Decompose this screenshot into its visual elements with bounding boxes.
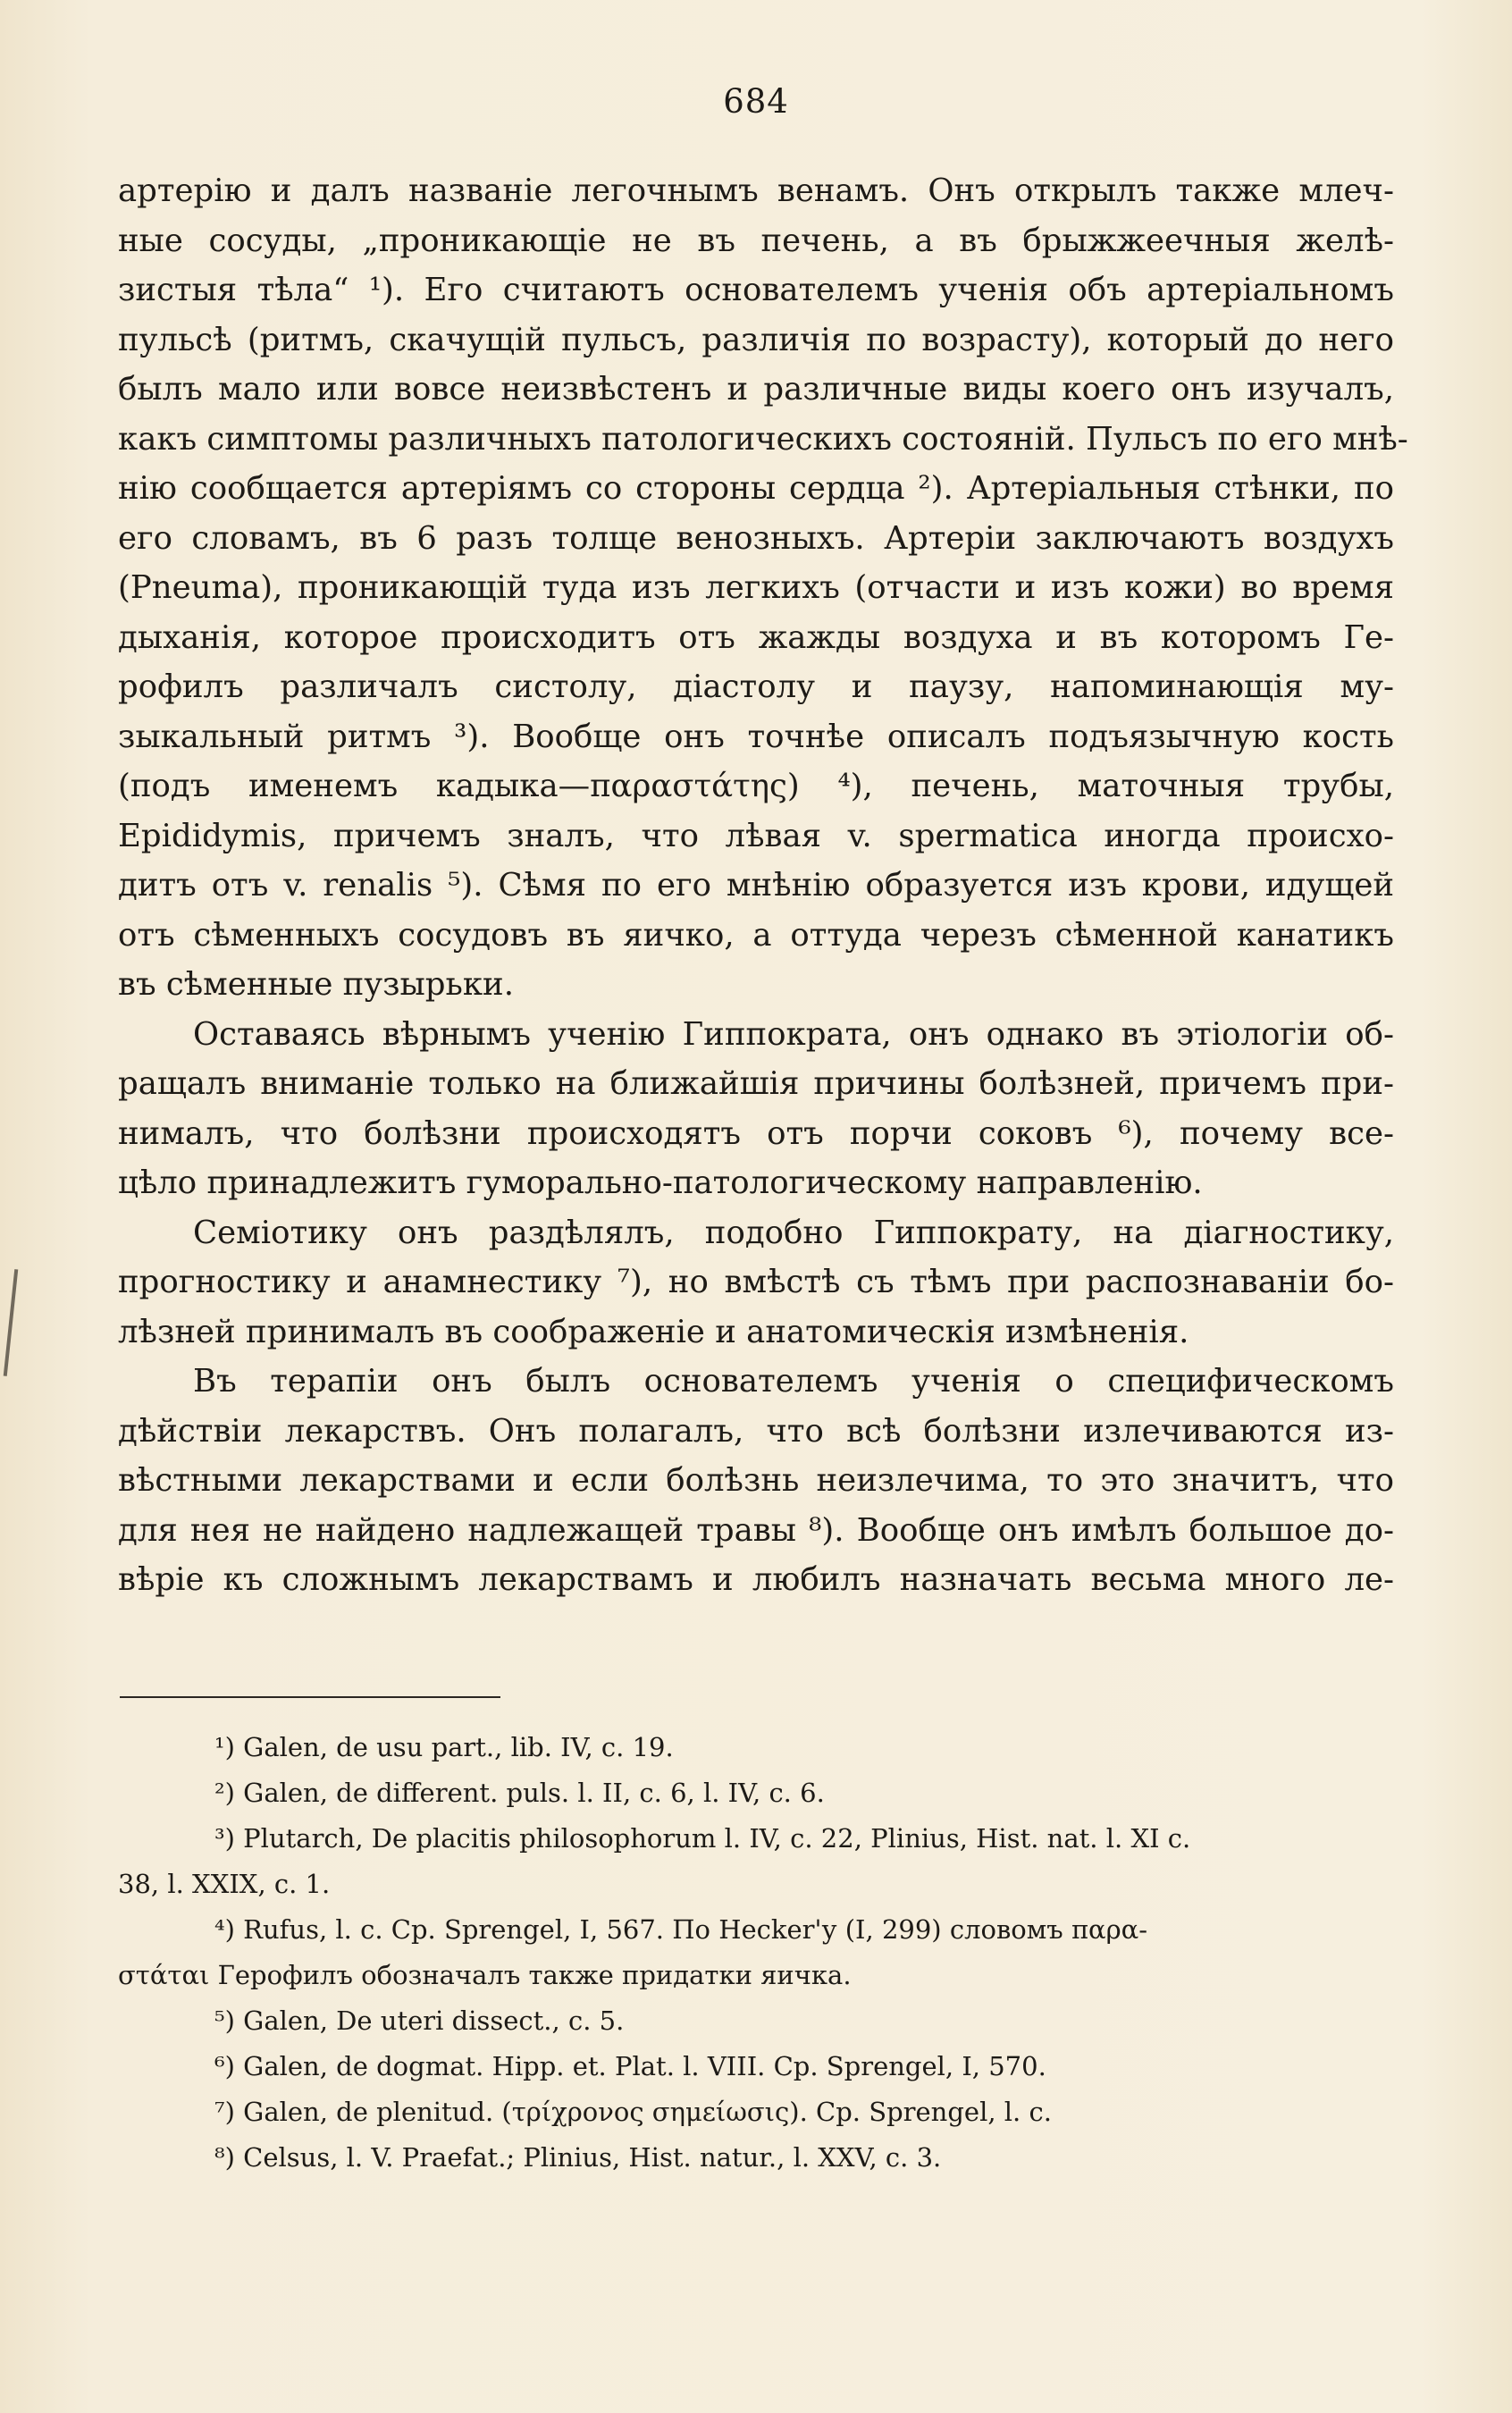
text-line: нію сообщается артеріямъ со стороны сердца ²). Артеріальныя стѣнки, по [118,470,1394,507]
text-line: дитъ отъ v. renalis ⁵). Сѣмя по его мнѣнію образуется изъ крови, идущей [118,867,1394,904]
footnote-continuation: 38, l. XXIX, c. 1. [118,1869,331,1899]
text-line: дѣйствіи лекарствъ. Онъ полагалъ, что всѣ болѣзни излечиваются из- [118,1412,1394,1450]
page-number: 684 [723,82,789,121]
footnote: ⁶) Galen, de dogmat. Hipp. et. Plat. l. VIII. Cp. Sprengel, I, 570. [214,2051,1046,2081]
footnote: ⁴) Rufus, l. c. Cp. Sprengel, I, 567. По Hecker'у (I, 299) словомъ παρα- [214,1914,1148,1945]
text-line: былъ мало или вовсе неизвѣстенъ и различные виды коего онъ изучалъ, [118,371,1394,408]
footnote: ⁷) Galen, de plenitud. (τρίχρονος σημείωσις). Cp. Sprengel, l. c. [214,2097,1052,2127]
footnote: ³) Plutarch, De placitis philosophorum l. IV, c. 22, Plinius, Hist. nat. l. XI c. [214,1823,1191,1854]
text-line: пульсѣ (ритмъ, скачущій пульсъ, различія по возрасту), который до него [118,321,1394,358]
text-line: дыханія, которое происходитъ отъ жажды воздуха и въ которомъ Ге- [118,618,1394,656]
text-line: зыкальный ритмъ ³). Вообще онъ точнѣе описалъ подъязычную кость [118,718,1394,755]
text-line: въ сѣменные пузырьки. [118,966,514,1003]
footnote: ⁸) Celsus, l. V. Praefat.; Plinius, Hist. natur., l. XXV, c. 3. [214,2142,942,2173]
text-line: какъ симптомы различныхъ патологическихъ состояній. Пульсъ по его мнѣ- [118,420,1408,458]
text-line: отъ сѣменныхъ сосудовъ въ яичко, а оттуда черезъ сѣменной канатикъ [118,916,1394,954]
text-line: Epididymis, причемъ зналъ, что лѣвая v. spermatica иногда происхо- [118,817,1394,854]
text-line: Семіотику онъ раздѣлялъ, подобно Гиппократу, на діагностику, [193,1214,1394,1251]
body-text [118,166,1408,1605]
margin-pencil-mark [4,1269,19,1376]
footnotes [118,1725,1394,2181]
text-line: его словамъ, въ 6 разъ толще венозныхъ. Артеріи заключаютъ воздухъ [118,519,1394,557]
text-line: Въ терапіи онъ былъ основателемъ ученія о специфическомъ [193,1363,1394,1400]
text-line: цѣло принадлежитъ гуморально-патологическому направленію. [118,1164,1203,1201]
text-line: вѣріе къ сложнымъ лекарствамъ и любилъ назначать весьма много ле- [118,1561,1394,1598]
text-line: нималъ, что болѣзни происходятъ отъ порчи соковъ ⁶), почему все- [118,1114,1394,1152]
text-line: для нея не найдено надлежащей травы ⁸). Вообще онъ имѣлъ большое до- [118,1511,1394,1549]
text-line: прогностику и анамнестику ⁷), но вмѣстѣ съ тѣмъ при распознаваніи бо- [118,1264,1394,1300]
text-line: (Pneuma), проникающій туда изъ легкихъ (отчасти и изъ кожи) во время [118,569,1394,606]
text-line: зистыя тѣла“ ¹). Его считаютъ основателемъ ученія объ артеріальномъ [118,272,1394,308]
footnote: ¹) Galen, de usu part., lib. IV, c. 19. [214,1732,674,1762]
text-line: ращалъ вниманіе только на ближайшія причины болѣзней, причемъ при- [118,1065,1394,1102]
text-line: Оставаясь вѣрнымъ ученію Гиппократа, онъ однако въ этіологіи об- [193,1015,1394,1053]
text-line: лѣзней принималъ въ соображеніе и анатомическія измѣненія. [118,1313,1189,1350]
text-line: артерію и далъ названіе легочнымъ венамъ. Онъ открылъ также млеч- [118,172,1394,209]
footnote-divider [120,1696,500,1698]
footnote: ⁵) Galen, De uteri dissect., c. 5. [214,2005,625,2036]
text-line: ные сосуды, „проникающіе не въ печень, а въ брыжжеечныя желѣ- [118,222,1394,259]
text-line: вѣстными лекарствами и если болѣзнь неизлечима, то это значитъ, что [118,1462,1394,1499]
text-line: (подъ именемъ кадыка—παραστάτης) ⁴), печень, маточныя трубы, [118,768,1394,804]
text-line: рофилъ различалъ систолу, діастолу и паузу, напоминающія му- [118,668,1394,705]
footnote: ²) Galen, de different. puls. l. II, c. 6, l. IV, c. 6. [214,1778,825,1808]
footnote-continuation: στάται Герофилъ обозначалъ также придатки яичка. [118,1960,852,1990]
